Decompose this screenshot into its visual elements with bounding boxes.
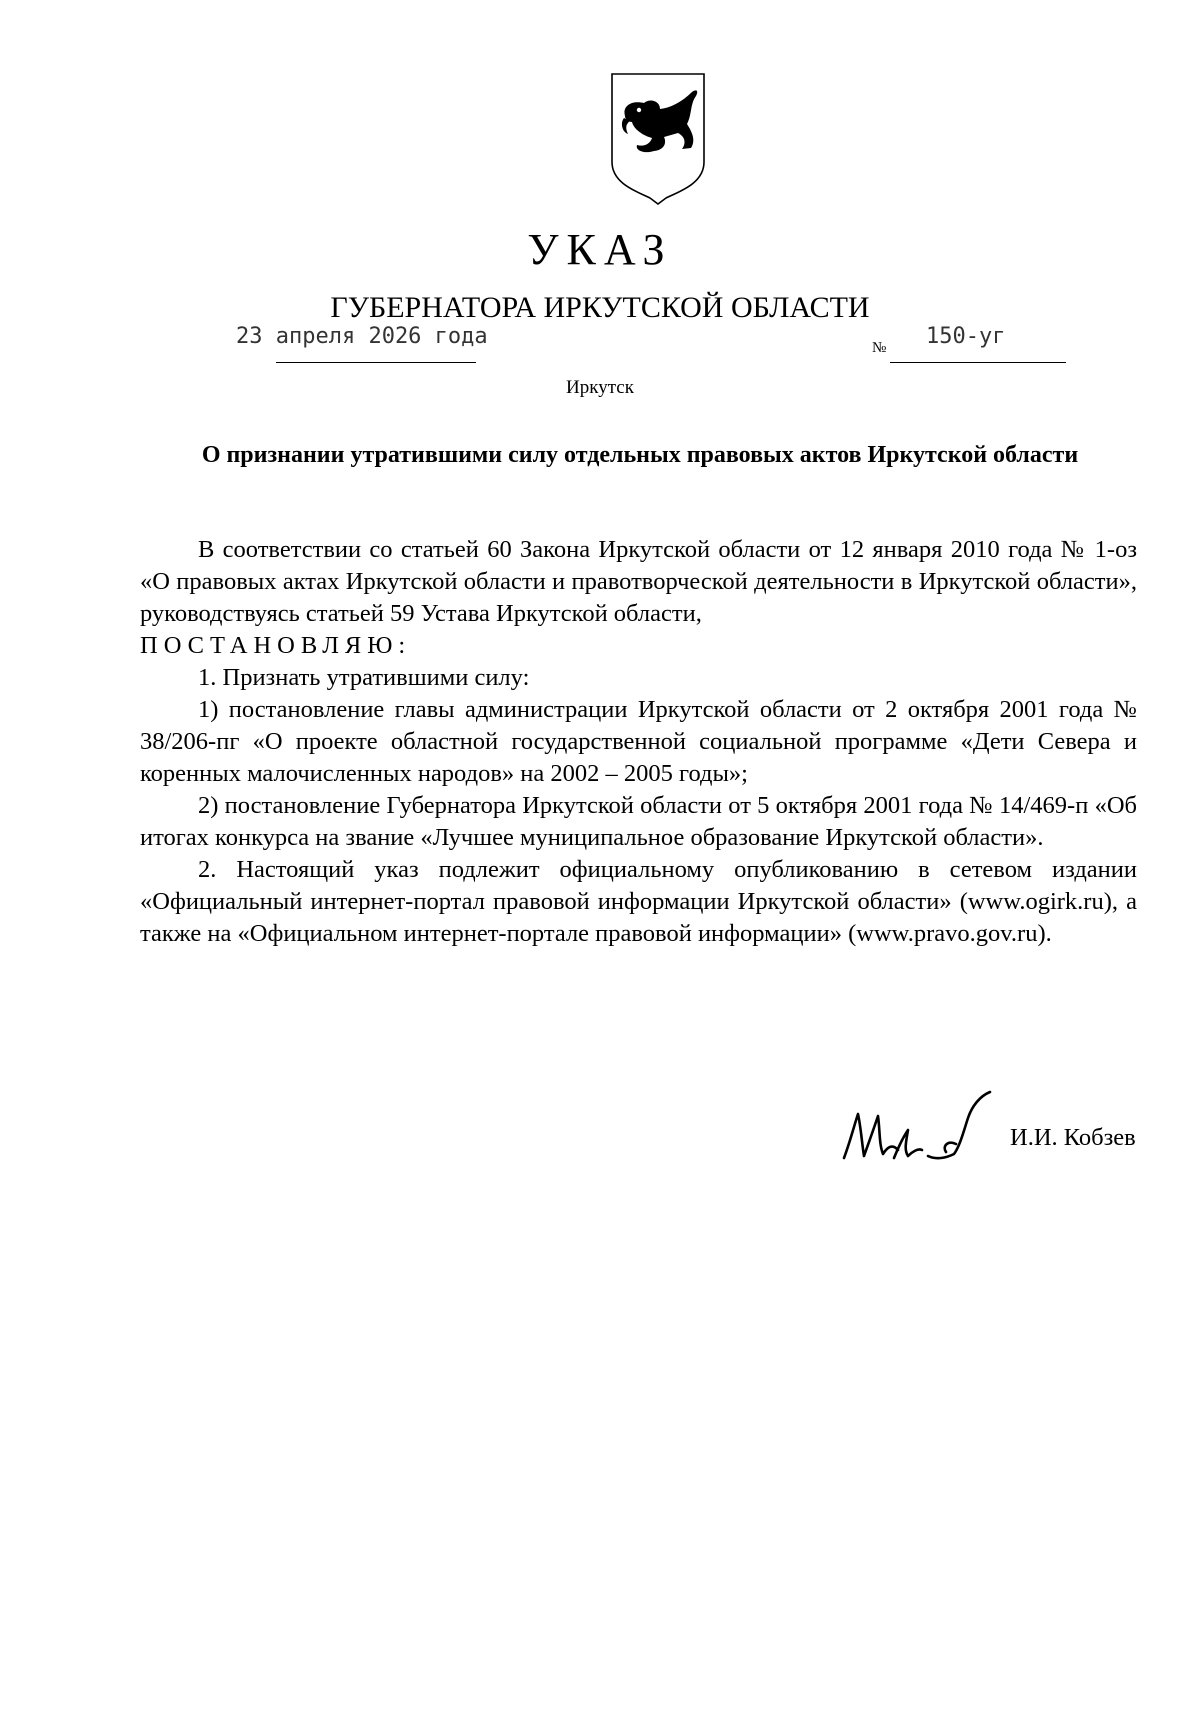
date-underline — [276, 362, 476, 363]
decree-word: ПОСТАНОВЛЯЮ: — [140, 632, 412, 659]
item-1: 1. Признать утратившими силу: — [198, 664, 530, 691]
signer-name: И.И. Кобзев — [1010, 1124, 1136, 1151]
city-label: Иркутск — [566, 377, 634, 398]
document-body — [140, 534, 1137, 950]
document-date: 23 апреля 2026 года — [236, 324, 488, 349]
document-heading: О признании утратившими силу отдельных правовых актов Иркутской области — [201, 442, 1079, 468]
item-1-1: 1) постановление главы администрации Иркутской области от 2 октября 2001 года № 38/206-пг «О проекте областной государственной социальной программе «Дети Севера и коренных малочисленных народов» на 2002 – 2005 годы»; — [140, 696, 1137, 787]
coat-of-arms-icon — [608, 70, 708, 210]
handwritten-signature — [838, 1086, 996, 1168]
document-subtitle: ГУБЕРНАТОРА ИРКУТСКОЙ ОБЛАСТИ — [330, 291, 870, 324]
number-underline — [890, 362, 1066, 363]
item-1-2: 2) постановление Губернатора Иркутской области от 5 октября 2001 года № 14/469-п «Об итогах конкурса на звание «Лучшее муниципальное образование Иркутской области». — [140, 792, 1137, 851]
number-sign: № — [872, 340, 887, 356]
document-title: УКАЗ — [527, 225, 673, 274]
preamble-paragraph: В соответствии со статьей 60 Закона Иркутской области от 12 января 2010 года № 1-оз «О правовых актах Иркутской области и правотворческой деятельности в Иркутской области», руководствуясь статьей 59 Устава Иркутской области, — [140, 536, 1137, 627]
document-number: 150-уг — [926, 324, 1006, 349]
item-2: 2. Настоящий указ подлежит официальному опубликованию в сетевом издании «Официальный интернет-портал правовой информации Иркутской области» (www.ogirk.ru), а также на «Официальном интернет-портале правовой информации» (www.pravo.gov.ru). — [140, 856, 1137, 947]
